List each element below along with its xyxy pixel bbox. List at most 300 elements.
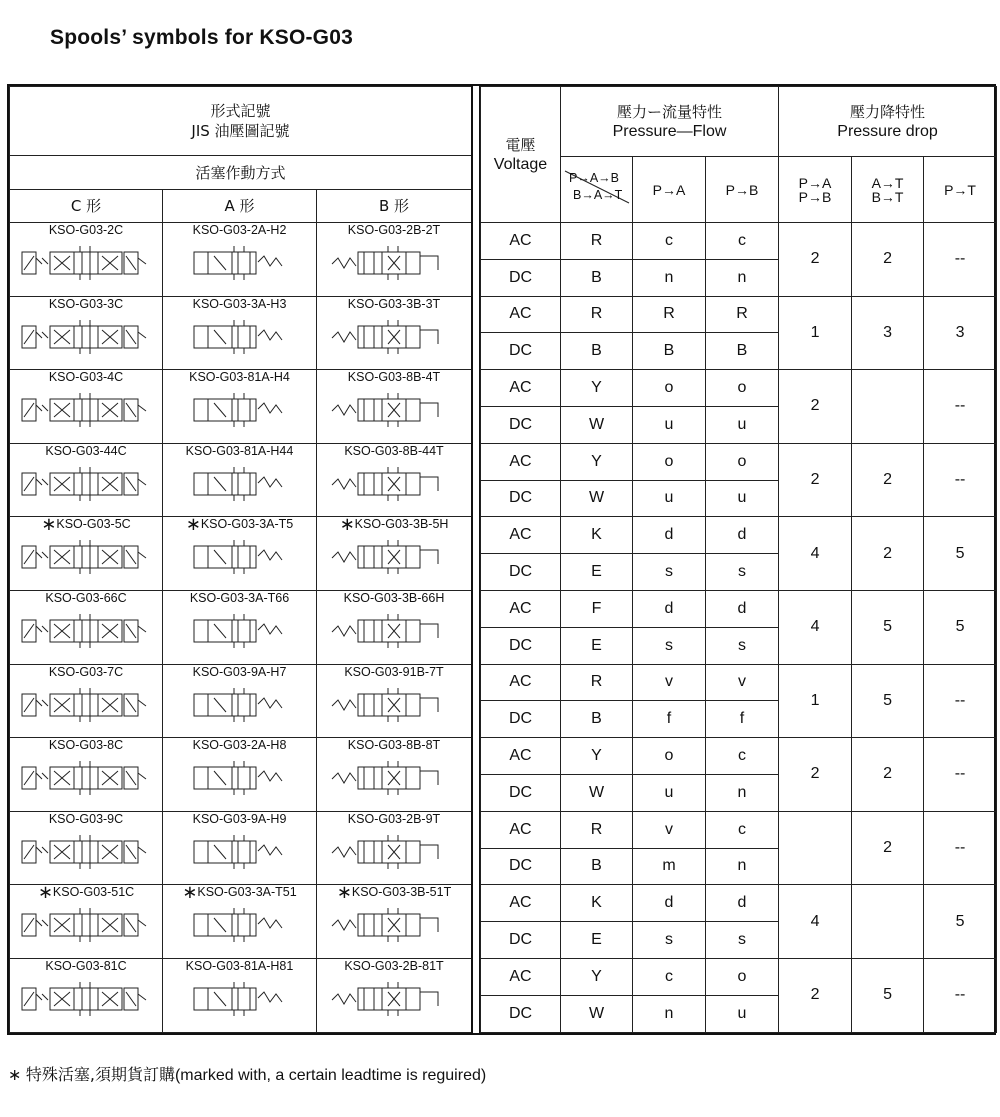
dc-pb-cell: n <box>706 774 779 811</box>
pressure-drop-d3-cell: -- <box>924 223 997 297</box>
footnote-mark: ∗ <box>8 1067 22 1084</box>
ac-row <box>481 885 997 922</box>
dc-x-cell: E <box>561 554 633 591</box>
ac-pb-cell: d <box>706 885 779 922</box>
a-type-cell <box>163 370 317 444</box>
dc-pb-cell: u <box>706 406 779 443</box>
dc-x-cell: W <box>561 774 633 811</box>
ac-pb-cell: o <box>706 958 779 995</box>
model-code <box>163 665 316 679</box>
model-code-text: KSO-G03-2B-81T <box>344 958 444 973</box>
dc-v-cell: DC <box>481 848 561 885</box>
b-type-cell <box>317 664 472 738</box>
c-type-cell <box>10 223 163 297</box>
spool-operation-header: 活塞作動方式 <box>10 156 472 190</box>
model-code <box>10 370 162 384</box>
pressure-drop-d2-cell: 5 <box>852 664 924 738</box>
pressure-drop-d1-cell: 2 <box>779 958 852 1032</box>
c-type-cell <box>10 443 163 517</box>
valve-symbol-icon <box>328 974 460 1020</box>
dc-pa-cell: s <box>633 554 706 591</box>
ac-v-cell: AC <box>481 223 561 260</box>
model-code-text: KSO-G03-5C <box>56 517 131 532</box>
spool-row <box>10 738 472 812</box>
model-code <box>317 812 471 826</box>
characteristics-table <box>480 86 997 1033</box>
model-code <box>163 884 316 903</box>
ac-v-cell: AC <box>481 590 561 627</box>
ac-pa-cell: c <box>633 958 706 995</box>
dc-v-cell: DC <box>481 774 561 811</box>
ac-row <box>481 517 997 554</box>
ac-x-cell: R <box>561 296 633 333</box>
pd-c1-top: P→A <box>798 174 832 191</box>
ac-row <box>481 738 997 775</box>
footnote-en: (marked with, a certain leadtime is reguired) <box>174 1067 487 1084</box>
model-code <box>317 884 471 903</box>
spool-row <box>10 885 472 959</box>
ac-pa-cell: R <box>633 296 706 333</box>
b-type-header: B 形 <box>317 190 472 223</box>
voltage-header <box>481 87 561 223</box>
pf-pa-header: P→A <box>633 157 706 223</box>
dc-pb-cell: n <box>706 259 779 296</box>
ac-pb-cell: o <box>706 443 779 480</box>
pf-diag-top: P→A→B <box>569 171 620 185</box>
valve-symbol-icon <box>20 385 152 431</box>
pressure-drop-en: Pressure drop <box>837 122 938 140</box>
ac-row <box>481 590 997 627</box>
pressure-drop-d1-cell: 2 <box>779 738 852 812</box>
valve-symbol-icon <box>20 606 152 652</box>
valve-symbol-icon <box>328 606 460 652</box>
model-code-text: KSO-G03-3C <box>48 296 124 311</box>
model-code <box>10 297 162 311</box>
model-code-text: KSO-G03-3B-3T <box>347 296 441 311</box>
c-type-cell <box>10 738 163 812</box>
model-code-text: KSO-G03-81C <box>45 958 127 973</box>
dc-x-cell: B <box>561 848 633 885</box>
footnote-cjk: 特殊活塞,須期貨訂購 <box>25 1065 175 1084</box>
model-code <box>163 223 316 237</box>
ac-row <box>481 811 997 848</box>
valve-symbol-icon <box>174 680 306 726</box>
model-code-text: KSO-G03-9C <box>48 811 124 826</box>
dc-x-cell: W <box>561 480 633 517</box>
ac-pa-cell: v <box>633 664 706 701</box>
model-code-text: KSO-G03-4C <box>48 370 124 385</box>
valve-symbol-icon <box>20 459 152 505</box>
valve-symbol-icon <box>20 238 152 284</box>
spool-symbol-table <box>9 86 472 1033</box>
model-code-text: KSO-G03-51C <box>52 885 135 900</box>
b-type-cell <box>317 296 472 370</box>
dc-pb-cell: u <box>706 480 779 517</box>
model-code-text: KSO-G03-91B-7T <box>344 664 444 679</box>
spool-row <box>10 223 472 297</box>
b-type-cell <box>317 738 472 812</box>
dc-v-cell: DC <box>481 995 561 1032</box>
ac-pb-cell: d <box>706 517 779 554</box>
valve-symbol-icon <box>20 827 152 873</box>
pressure-drop-d1-cell: 2 <box>779 223 852 297</box>
spool-table <box>7 84 996 1035</box>
dc-pa-cell: n <box>633 995 706 1032</box>
valve-symbol-icon <box>174 312 306 358</box>
spool-row <box>10 590 472 664</box>
model-code-text: KSO-G03-66C <box>45 590 127 605</box>
model-code-label: 形式記號 <box>210 102 271 120</box>
a-type-cell <box>163 664 317 738</box>
ac-v-cell: AC <box>481 370 561 407</box>
special-spool-mark: ∗ <box>41 516 57 535</box>
model-code-text: KSO-G03-8C <box>48 738 124 753</box>
dc-pb-cell: s <box>706 922 779 959</box>
special-spool-mark: ∗ <box>37 884 53 903</box>
ac-pa-cell: d <box>633 590 706 627</box>
valve-symbol-icon <box>174 532 306 578</box>
pd-c2-header <box>852 157 924 223</box>
c-type-header: C 形 <box>10 190 163 223</box>
b-type-cell <box>317 443 472 517</box>
model-code <box>317 297 471 311</box>
model-code-text: KSO-G03-81A-H81 <box>185 958 294 973</box>
b-type-cell <box>317 811 472 885</box>
valve-symbol-icon <box>20 680 152 726</box>
model-code <box>163 591 316 605</box>
pressure-flow-header <box>561 87 779 157</box>
ac-v-cell: AC <box>481 958 561 995</box>
ac-row <box>481 443 997 480</box>
pressure-drop-d2-cell <box>852 885 924 959</box>
pressure-drop-d1-cell: 1 <box>779 664 852 738</box>
pressure-drop-d3-cell: 5 <box>924 885 997 959</box>
model-code-text: KSO-G03-8B-4T <box>347 370 441 385</box>
model-code <box>317 591 471 605</box>
voltage-en-label: Voltage <box>493 155 548 173</box>
pressure-drop-d3-cell: -- <box>924 738 997 812</box>
pressure-drop-d2-cell <box>852 370 924 444</box>
pressure-flow-en: Pressure—Flow <box>612 122 727 140</box>
valve-symbol-icon <box>20 532 152 578</box>
table-separator <box>471 86 480 1033</box>
model-code-text: KSO-G03-3B-66H <box>343 590 445 605</box>
c-type-cell <box>10 664 163 738</box>
a-type-cell <box>163 517 317 591</box>
pressure-drop-d3-cell: -- <box>924 443 997 517</box>
a-type-cell <box>163 738 317 812</box>
model-code <box>317 516 471 535</box>
model-code-text: KSO-G03-3A-T51 <box>197 885 297 900</box>
model-code-text: KSO-G03-81A-H4 <box>189 370 290 385</box>
valve-symbol-icon <box>328 827 460 873</box>
dc-pa-cell: n <box>633 259 706 296</box>
ac-v-cell: AC <box>481 738 561 775</box>
b-type-cell <box>317 885 472 959</box>
pressure-drop-d1-cell: 4 <box>779 517 852 591</box>
pressure-drop-header <box>779 87 997 157</box>
model-code-text: KSO-G03-9A-H7 <box>192 664 287 679</box>
spool-row <box>10 296 472 370</box>
model-code-text: KSO-G03-2A-H2 <box>192 223 287 237</box>
dc-pb-cell: n <box>706 848 779 885</box>
ac-x-cell: R <box>561 811 633 848</box>
dc-x-cell: B <box>561 259 633 296</box>
model-code-text: KSO-G03-3A-T5 <box>200 517 294 532</box>
model-code-text: KSO-G03-81A-H44 <box>185 443 294 458</box>
model-code-text: KSO-G03-3B-5H <box>354 517 449 532</box>
valve-symbol-icon <box>174 385 306 431</box>
pd-c1-bottom: P→B <box>798 188 832 205</box>
special-spool-mark: ∗ <box>182 884 198 903</box>
ac-v-cell: AC <box>481 443 561 480</box>
model-code <box>163 959 316 973</box>
model-code <box>317 959 471 973</box>
jis-symbol-label: JIS 油壓圖記號 <box>191 122 290 140</box>
ac-row <box>481 296 997 333</box>
page-title: Spools’ symbols for KSO-G03 <box>50 26 353 49</box>
model-code-text: KSO-G03-44C <box>45 443 127 458</box>
special-spool-mark: ∗ <box>339 516 355 535</box>
dc-x-cell: B <box>561 333 633 370</box>
a-type-cell <box>163 958 317 1032</box>
pressure-drop-d3-cell: -- <box>924 811 997 885</box>
model-code <box>163 297 316 311</box>
pressure-drop-d2-cell: 2 <box>852 223 924 297</box>
pressure-drop-d1-cell: 2 <box>779 370 852 444</box>
ac-pb-cell: o <box>706 370 779 407</box>
dc-v-cell: DC <box>481 922 561 959</box>
model-code-text: KSO-G03-2B-2T <box>347 223 441 237</box>
ac-v-cell: AC <box>481 664 561 701</box>
c-type-cell <box>10 370 163 444</box>
valve-symbol-icon <box>174 900 306 946</box>
a-type-cell <box>163 443 317 517</box>
a-type-cell <box>163 223 317 297</box>
ac-pb-cell: c <box>706 811 779 848</box>
model-code <box>317 223 471 237</box>
spool-row <box>10 664 472 738</box>
dc-x-cell: B <box>561 701 633 738</box>
pd-c1-header <box>779 157 852 223</box>
model-code-text: KSO-G03-2B-9T <box>347 811 441 826</box>
ac-pb-cell: R <box>706 296 779 333</box>
ac-pa-cell: v <box>633 811 706 848</box>
ac-row <box>481 664 997 701</box>
pressure-drop-d1-cell <box>779 811 852 885</box>
model-code <box>10 884 162 903</box>
ac-pb-cell: c <box>706 738 779 775</box>
ac-pa-cell: o <box>633 443 706 480</box>
c-type-cell <box>10 517 163 591</box>
ac-v-cell: AC <box>481 811 561 848</box>
a-type-header: A 形 <box>163 190 317 223</box>
valve-symbol-icon <box>328 900 460 946</box>
model-code <box>163 370 316 384</box>
ac-v-cell: AC <box>481 885 561 922</box>
b-type-cell <box>317 223 472 297</box>
pressure-drop-d2-cell: 2 <box>852 738 924 812</box>
valve-symbol-icon <box>20 900 152 946</box>
ac-pb-cell: v <box>706 664 779 701</box>
pressure-drop-cjk: 壓力降特性 <box>850 102 926 121</box>
valve-symbol-icon <box>328 753 460 799</box>
pressure-flow-cjk: 壓力ー流量特性 <box>617 102 723 121</box>
a-type-cell <box>163 296 317 370</box>
a-type-cell <box>163 590 317 664</box>
ac-pa-cell: d <box>633 885 706 922</box>
pressure-drop-d3-cell: -- <box>924 664 997 738</box>
b-type-cell <box>317 370 472 444</box>
model-code-text: KSO-G03-7C <box>48 664 124 679</box>
model-code <box>10 812 162 826</box>
pressure-drop-d1-cell: 4 <box>779 885 852 959</box>
dc-v-cell: DC <box>481 554 561 591</box>
model-code <box>10 444 162 458</box>
pd-c3-header: P→T <box>924 157 997 223</box>
pressure-drop-d2-cell: 2 <box>852 811 924 885</box>
dc-pa-cell: u <box>633 480 706 517</box>
model-code-text: KSO-G03-8B-44T <box>344 443 444 458</box>
valve-symbol-icon <box>328 238 460 284</box>
model-code-text: KSO-G03-9A-H9 <box>192 811 287 826</box>
ac-x-cell: Y <box>561 738 633 775</box>
c-type-cell <box>10 811 163 885</box>
pressure-drop-d1-cell: 2 <box>779 443 852 517</box>
b-type-cell <box>317 958 472 1032</box>
voltage-cjk-label: 電壓 <box>505 135 536 154</box>
spool-row <box>10 370 472 444</box>
ac-x-cell: Y <box>561 443 633 480</box>
special-spool-mark: ∗ <box>336 884 352 903</box>
valve-symbol-icon <box>174 459 306 505</box>
dc-pa-cell: B <box>633 333 706 370</box>
dc-x-cell: W <box>561 995 633 1032</box>
ac-pa-cell: d <box>633 517 706 554</box>
model-code-text: KSO-G03-2C <box>48 223 124 237</box>
model-code-text: KSO-G03-3A-T66 <box>189 590 290 605</box>
dc-pa-cell: u <box>633 774 706 811</box>
pd-c2-bottom: B→T <box>871 188 904 205</box>
model-code <box>10 591 162 605</box>
model-code <box>10 516 162 535</box>
model-code <box>317 444 471 458</box>
dc-v-cell: DC <box>481 333 561 370</box>
valve-symbol-icon <box>174 606 306 652</box>
spool-row <box>10 811 472 885</box>
model-code-text: KSO-G03-8B-8T <box>347 738 441 753</box>
model-code <box>10 959 162 973</box>
model-code <box>317 370 471 384</box>
a-type-cell <box>163 885 317 959</box>
dc-x-cell: E <box>561 922 633 959</box>
ac-v-cell: AC <box>481 517 561 554</box>
valve-symbol-icon <box>20 312 152 358</box>
ac-x-cell: Y <box>561 958 633 995</box>
ac-x-cell: Y <box>561 370 633 407</box>
ac-x-cell: F <box>561 590 633 627</box>
ac-pa-cell: c <box>633 223 706 260</box>
spool-row <box>10 443 472 517</box>
ac-pa-cell: o <box>633 370 706 407</box>
model-code <box>317 665 471 679</box>
dc-pa-cell: s <box>633 922 706 959</box>
ac-v-cell: AC <box>481 296 561 333</box>
model-code <box>10 223 162 237</box>
b-type-cell <box>317 590 472 664</box>
ac-pa-cell: o <box>633 738 706 775</box>
pressure-drop-d2-cell: 2 <box>852 443 924 517</box>
pressure-drop-d2-cell: 5 <box>852 958 924 1032</box>
pressure-drop-d2-cell: 3 <box>852 296 924 370</box>
ac-x-cell: K <box>561 885 633 922</box>
valve-symbol-icon <box>174 753 306 799</box>
pressure-drop-d2-cell: 2 <box>852 517 924 591</box>
pressure-drop-d1-cell: 4 <box>779 590 852 664</box>
model-code <box>317 738 471 752</box>
pf-pb-header: P→B <box>706 157 779 223</box>
c-type-cell <box>10 958 163 1032</box>
spool-row <box>10 517 472 591</box>
model-code <box>10 738 162 752</box>
model-code <box>163 516 316 535</box>
dc-pb-cell: B <box>706 333 779 370</box>
c-type-cell <box>10 590 163 664</box>
model-code-text: KSO-G03-3A-H3 <box>192 296 287 311</box>
pressure-drop-d2-cell: 5 <box>852 590 924 664</box>
model-code <box>163 444 316 458</box>
dc-pa-cell: s <box>633 627 706 664</box>
ac-x-cell: R <box>561 664 633 701</box>
model-code <box>163 738 316 752</box>
model-code-text: KSO-G03-2A-H8 <box>192 738 287 753</box>
dc-pa-cell: u <box>633 406 706 443</box>
dc-pa-cell: f <box>633 701 706 738</box>
dc-v-cell: DC <box>481 701 561 738</box>
ac-pb-cell: d <box>706 590 779 627</box>
model-code <box>163 812 316 826</box>
valve-symbol-icon <box>328 312 460 358</box>
c-type-cell <box>10 296 163 370</box>
dc-pb-cell: s <box>706 627 779 664</box>
valve-symbol-icon <box>328 532 460 578</box>
ac-row <box>481 958 997 995</box>
model-code <box>10 665 162 679</box>
pressure-drop-d3-cell: 5 <box>924 517 997 591</box>
valve-symbol-icon <box>174 974 306 1020</box>
spool-row <box>10 958 472 1032</box>
dc-pb-cell: f <box>706 701 779 738</box>
dc-v-cell: DC <box>481 627 561 664</box>
c-type-cell <box>10 885 163 959</box>
pf-diagonal-header <box>561 157 633 223</box>
dc-x-cell: E <box>561 627 633 664</box>
dc-v-cell: DC <box>481 406 561 443</box>
valve-symbol-icon <box>20 753 152 799</box>
ac-x-cell: R <box>561 223 633 260</box>
special-spool-mark: ∗ <box>185 516 201 535</box>
valve-symbol-icon <box>174 827 306 873</box>
pressure-drop-d3-cell: 5 <box>924 590 997 664</box>
dc-x-cell: W <box>561 406 633 443</box>
a-type-cell <box>163 811 317 885</box>
pressure-drop-d3-cell: 3 <box>924 296 997 370</box>
pd-c2-top: A→T <box>871 174 904 191</box>
pressure-drop-d3-cell: -- <box>924 370 997 444</box>
ac-row <box>481 223 997 260</box>
valve-symbol-icon <box>174 238 306 284</box>
dc-v-cell: DC <box>481 480 561 517</box>
